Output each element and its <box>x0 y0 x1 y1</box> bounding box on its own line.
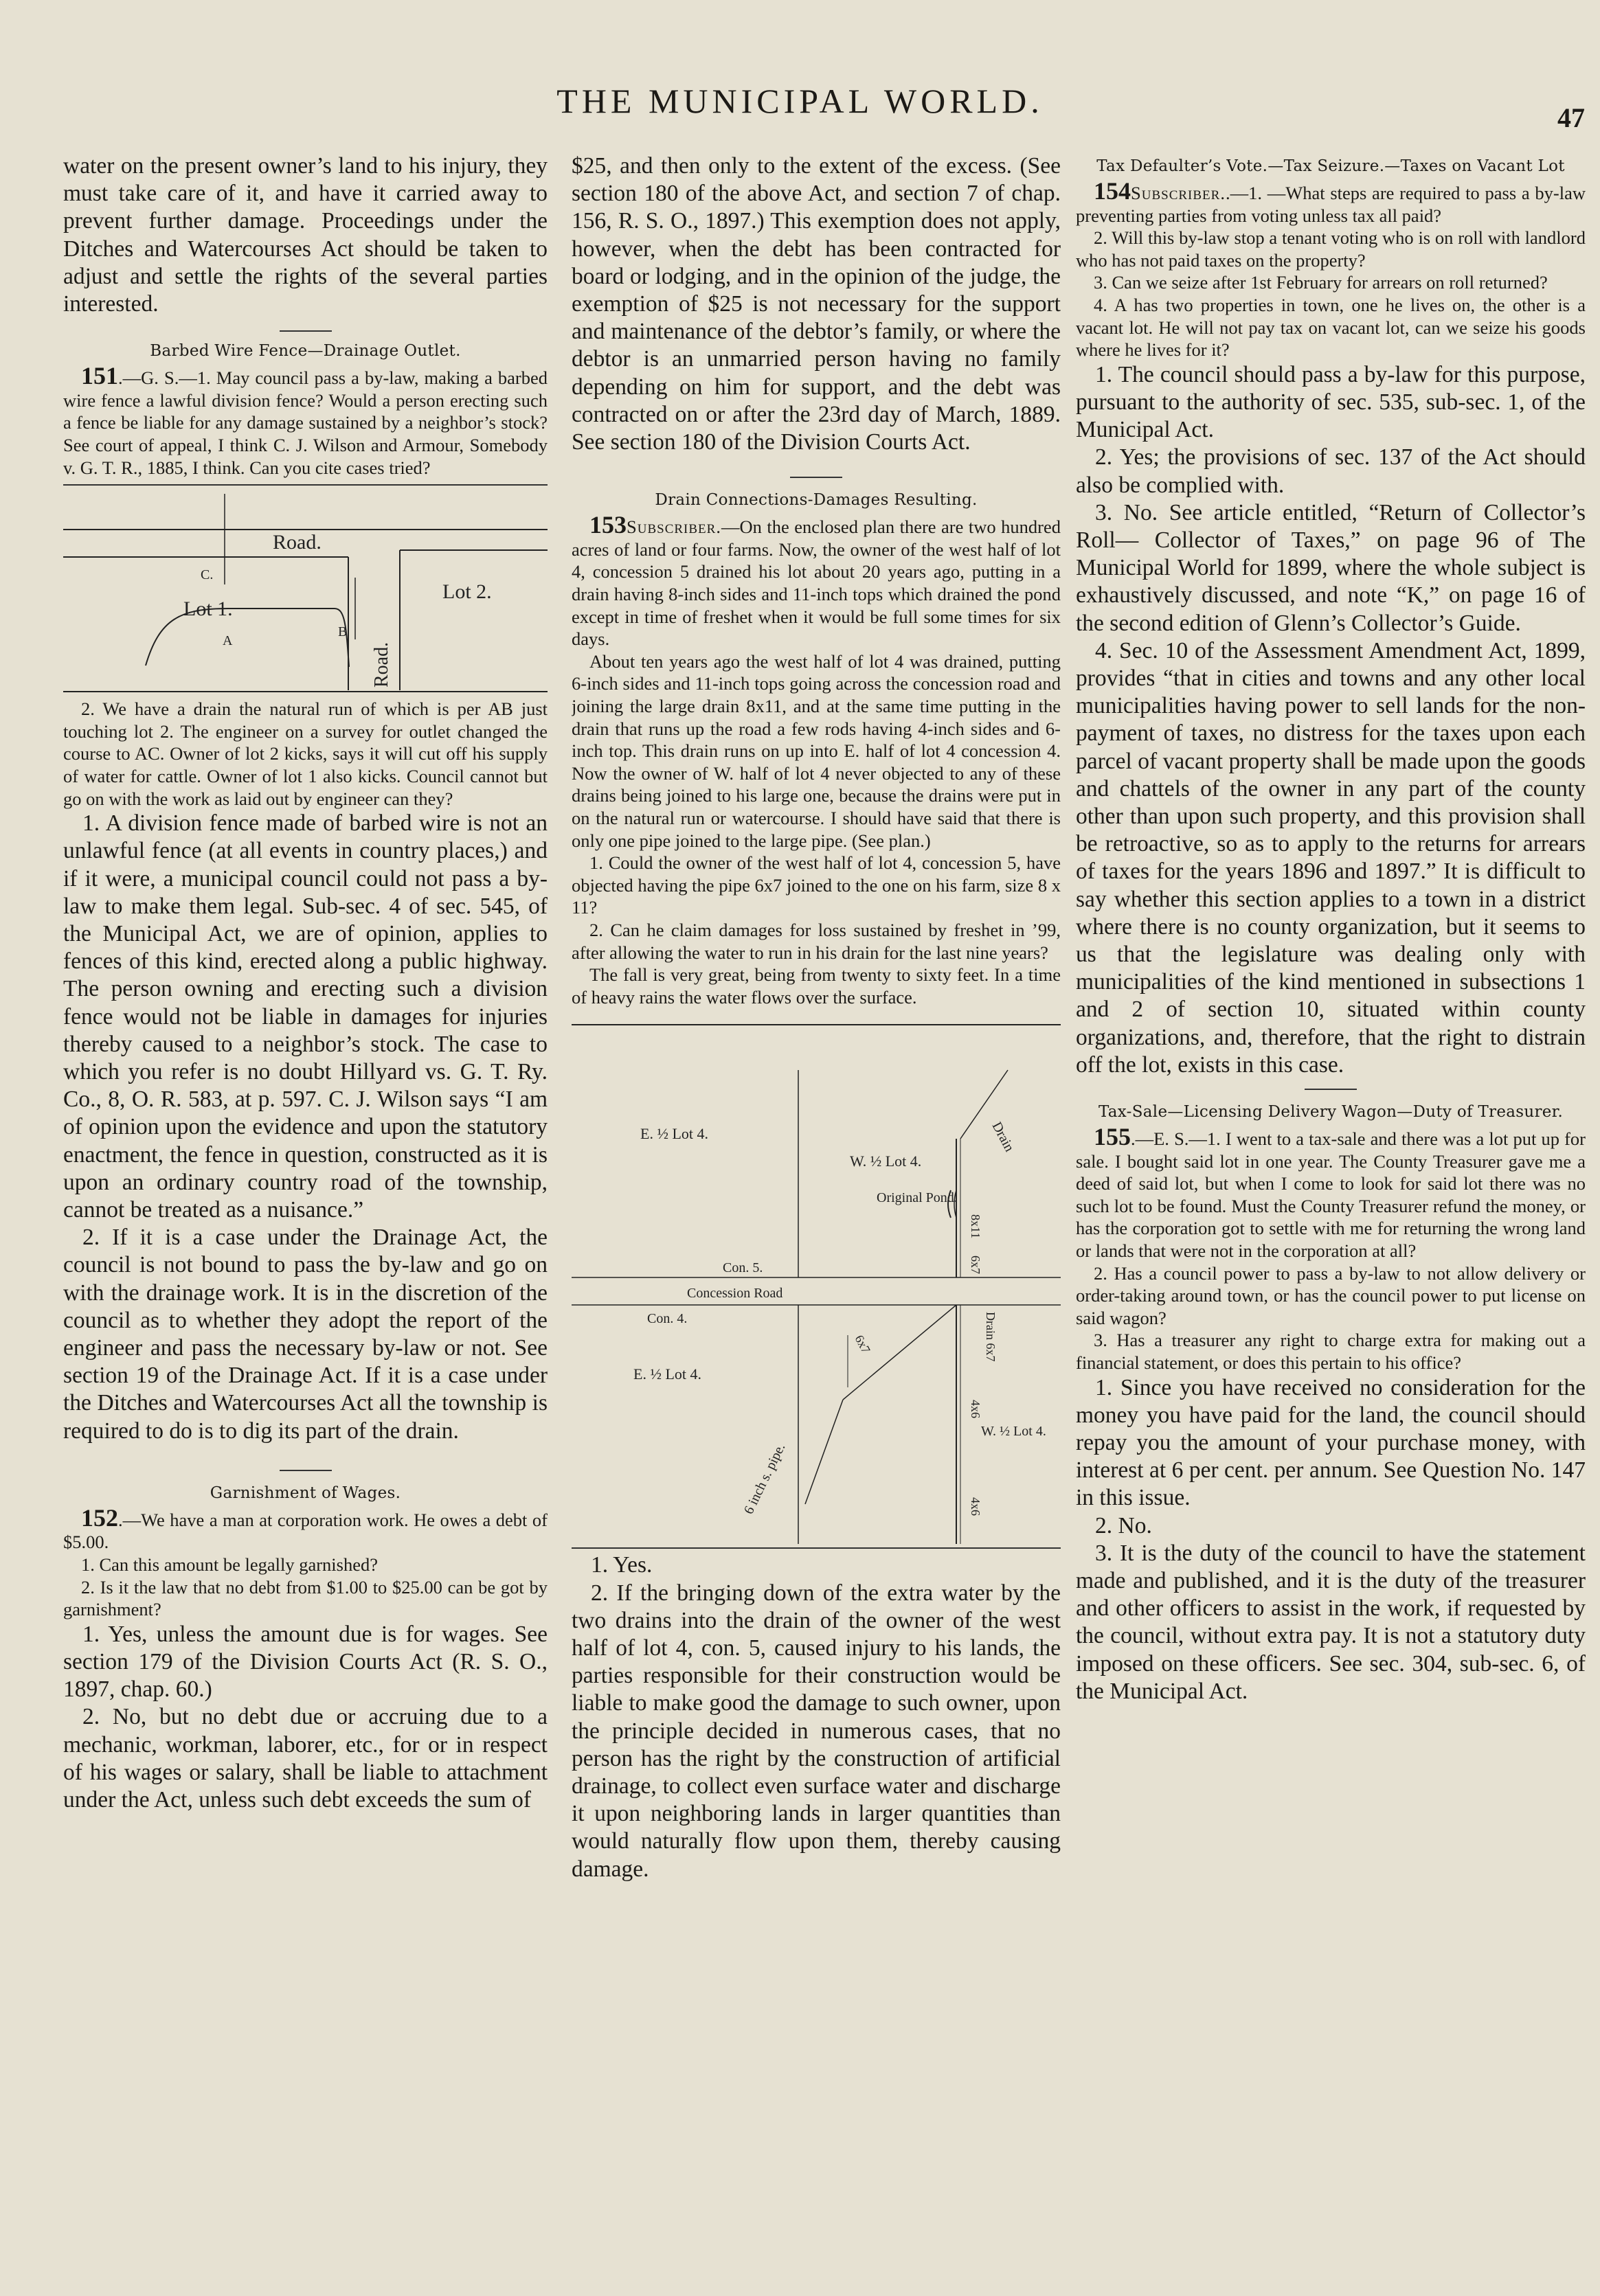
question-155-heading: Tax-Sale—Licensing Delivery Wagon—Duty of Treasurer. <box>1098 1103 1564 1122</box>
question-155-q3: 3. Has a treasurer any right to charge extra for making out a financial statement, or does this pertain to his office? <box>1076 1330 1586 1373</box>
question-number: 153 <box>589 511 627 539</box>
plan-size-6x7-b: 6x7 <box>852 1332 873 1356</box>
question-152-q2: 2. Is it the law that no debt from $1.00 to $25.00 can be got by garnishment? <box>63 1576 548 1620</box>
question-155-q1 <box>1076 1123 1586 1262</box>
question-153-q1: 1. Could the owner of the west half of lot 4, concession 5, have objected having the pipe 6x7 joined to the one on his farm, size 8 x 11? <box>572 852 1061 918</box>
question-text: .—1. —What steps are required to pass a by-law preventing parties from voting unless tax all paid? <box>1076 183 1586 226</box>
plan-w-half-lot4-top: W. ½ Lot 4. <box>850 1152 922 1170</box>
question-153-heading: Drain Connections-Damages Resulting. <box>655 491 978 510</box>
question-154-q3: 3. Can we seize after 1st February for arrears on roll returned? <box>1094 272 1548 293</box>
plan-concession-road-label: Concession Road <box>687 1286 783 1302</box>
masthead-title: THE MUNICIPAL WORLD. <box>556 82 1044 120</box>
plan-size-4x6: 4x6 <box>969 1400 982 1419</box>
column-1 <box>63 152 548 2268</box>
plan-pond-label: Original Pond. <box>877 1190 958 1206</box>
answer-153-1: 1. Yes. <box>591 1552 653 1578</box>
answer-154-4: 4. Sec. 10 of the Assessment Amendment Act, 1899, provides “that in cities and towns and any other local municipalities having power to sell lands for the non-payment of taxes, no distress for the taxes upon each parcel of vacant property shall be made upon the goods and chattels of the owner in any part of the county other than upon such property, and this provision shall be retroactive, so as to apply to the returns for arrears of taxes for the years 1896 and 1897.” It is difficult to say whether this section applies to a town in a district where there is no county organization, but it seems to us that the legislature was dealing only with municipalities of the kind mentioned in subsections 1 and 2 of section 10, situated within county organizations, and, therefore, that the right to distrain off the lot, exists in this case. <box>1076 637 1586 1078</box>
question-154-q2: 2. Will this by-law stop a tenant voting who is on roll with landlord who has not paid taxes on the property? <box>1076 227 1586 271</box>
question-154-q1 <box>1076 177 1586 227</box>
plan-drain-6x7-label: Drain 6x7 <box>984 1312 998 1362</box>
question-153-p1 <box>572 511 1061 650</box>
plan-size-8x11: 8x11 <box>969 1214 982 1239</box>
question-text: .—We have a man at corporation work. He owes a debt of $5.00. <box>63 1509 548 1553</box>
sender-name: Subscriber. <box>1131 183 1226 203</box>
answer-152-2: 2. No, but no debt due or accruing due to a mechanic, workman, laborer, etc., for or in respect of his wages or salary, shall be liable to attachment under the Act, unless such debt exceeds the sum of <box>63 1704 548 1813</box>
plan-size-6x7-a: 6x7 <box>969 1255 982 1275</box>
plan-drain-label: Drain <box>989 1119 1017 1155</box>
plan-con5-label: Con. 5. <box>723 1260 763 1276</box>
question-number: 152 <box>81 1503 118 1532</box>
figure-road-label: Road. <box>273 531 322 554</box>
figure-c-label: C. <box>201 567 214 583</box>
continued-text: $25, and then only to the extent of the excess. (See section 180 of the above Act, and section 7 of chap. 156, R. S. O., 1897.) This exemption does not apply, however, when the debt has been contracted for board or lodging, and in the opinion of the judge, the exemption of $25 is not necessary for the support and maintenance of the debtor’s family, or where the debtor is an unmarried person having no family depending on him for support, and the debt was contracted on or after the 23rd day of March, 1889. See section 180 of the Division Courts Act. <box>572 153 1061 455</box>
sender-name: Subscriber. <box>627 516 721 538</box>
answer-155-2: 2. No. <box>1095 1512 1152 1538</box>
answer-155-1: 1. Since you have received no consideration for the money you have paid for the land, the council should repay you the amount of your purchase money, with interest at 6 per cent. per annum. See Question No. 147 in this issue. <box>1076 1374 1586 1511</box>
question-154-heading: Tax Defaulter’s Vote.—Tax Seizure.—Taxes on Vacant Lot <box>1096 157 1565 175</box>
question-text: .—E. S.—1. I went to a tax-sale and there was a lot put up for sale. I bought said lot in one year. The County Treasurer gave me a deed of said lot, but when I come to look for said lot there was no such lot to be found. Must the County Treasurer refund the money, or has the corporation got to settle with me for returning the wrong land or lands that were not in the corporation at all? <box>1076 1128 1586 1261</box>
plan-pipe-label: 6 inch s. pipe. <box>741 1441 789 1517</box>
fence-drain-figure <box>63 488 548 694</box>
continued-text: water on the present owner’s land to his injury, they must take care of it, and have it carried away to prevent further damage. Proceedings under the Ditches and Watercourses Act should be taken to adjust and settle the rights of the several parties interested. <box>63 153 548 317</box>
figure-road-vertical-label: Road. <box>371 642 392 688</box>
question-152-intro <box>63 1503 548 1554</box>
plan-w-half-lot4-bottom: W. ½ Lot 4. <box>981 1424 1046 1440</box>
question-155-q2: 2. Has a council power to pass a by-law to not allow delivery or order-taking around town, or has the council power to put license on said wagon? <box>1076 1262 1586 1328</box>
question-151-heading: Barbed Wire Fence—Drainage Outlet. <box>63 330 548 361</box>
question-151-q2: 2. We have a drain the natural run of which is per AB just touching lot 2. The engineer on a survey for outlet changed the course to AC. Owner of lot 2 kicks, says it will cut off his supply of water for cattle. Owner of lot 1 also kicks. Council cannot but go on with the work as laid out by engineer can they? <box>63 698 548 809</box>
question-text: .—G. S.—1. May council pass a by-law, making a barbed wire fence a lawful division fence? Would a person erecting such a fence be liable for any damage sustained by a neighbor’s stock? See court of appeal, I think C. J. Wilson and Armour, Somebody v. G. T. R., 1885, I think. Can you cite cases tried? <box>63 367 548 478</box>
page-number: 47 <box>1557 102 1585 133</box>
plan-size-4x6-b: 4x6 <box>969 1497 982 1516</box>
drainage-plan-figure <box>572 1015 1061 1544</box>
figure-b-label: B <box>338 624 348 640</box>
plan-con4-label: Con. 4. <box>647 1311 688 1327</box>
figure-lot2-label: Lot 2. <box>442 580 492 604</box>
question-number: 154 <box>1094 177 1131 205</box>
question-number: 155 <box>1094 1123 1131 1151</box>
answer-154-1: 1. The council should pass a by-law for this purpose, pursuant to the authority of sec. 535, sub-sec. 1, of the Municipal Act. <box>1076 361 1586 443</box>
plan-e-half-lot4-top: E. ½ Lot 4. <box>640 1125 708 1143</box>
answer-154-2: 2. Yes; the provisions of sec. 137 of the Act should also be complied with. <box>1076 444 1586 498</box>
question-152-q1: 1. Can this amount be legally garnished? <box>81 1554 378 1576</box>
plan-e-half-lot4-bottom: E. ½ Lot 4. <box>633 1365 701 1383</box>
question-153-q2: 2. Can he claim damages for loss sustained by freshet in ’99, after allowing the water to run in his drain for the last nine years? <box>572 919 1061 963</box>
question-151-q1 <box>63 362 548 479</box>
figure-lot1-label: Lot 1. <box>183 598 233 621</box>
answer-151-2: 2. If it is a case under the Drainage Act, the council is not bound to pass the by-law and go on with the drainage work. It is in the discretion of the council as to whether they adopt the report of the engineer and pass the necessary by-law or not. See section 19 of the Drainage Act. If it is a case under the Ditches and Watercourses Act all the township is required to do is to dig its part of the drain. <box>63 1225 548 1444</box>
question-152-heading: Garnishment of Wages. <box>210 1484 401 1502</box>
column-3 <box>1076 152 1586 2268</box>
question-text: —On the enclosed plan there are two hundred acres of land or four farms. Now, the owner of the west half of lot 4, concession 5 drained his lot about 20 years ago, putting in a drain having 8-inch sides and 11-inch tops which drained the pond except in time of freshet when it would be full some times for six days. <box>572 516 1061 650</box>
question-153-p2: About ten years ago the west half of lot 4 was drained, putting 6-inch sides and 11-inch tops going across the concession road and joining the large drain 8x11, and at the same time putting in the drain that runs up the road a few rods having 4-inch sides and 6-inch top. This drain runs on up into E. half of lot 4 concession 4. Now the owner of W. half of lot 4 never objected to any of these drains being joined to his large one, because the drains were put in on the natural run or watercourse. I should have said that there is only one pipe joined to the large pipe. (See plan.) <box>572 650 1061 851</box>
column-2 <box>572 152 1061 2268</box>
figure-a-label: A <box>223 633 233 649</box>
answer-151-1: 1. A division fence made of barbed wire is not an unlawful fence (at all events in country places,) and if it were, a municipal council could not pass a by-law to make them legal. Sub-sec. 4 of sec. 545, of the Municipal Act, we are of opinion, applies to fences of this kind, erected along a public highway. The person owning and erecting such a division fence would not be liable in damages for injuries thereby caused to a neighbor’s stock. The case to which you refer is no doubt Hillyard vs. G. T. Ry. Co., 8, O. R. 583, at p. 597. C. J. Wilson says “I am of opinion upon the evidence and upon the statutory enactment, the fence in question, constructed as it is upon an ordinary country road of the township, cannot be treated as a nuisance.” <box>63 810 548 1223</box>
answer-152-1: 1. Yes, unless the amount due is for wages. See section 179 of the Division Courts Act (R. S. O., 1897, chap. 60.) <box>63 1621 548 1703</box>
question-number: 151 <box>81 362 118 390</box>
answer-155-3: 3. It is the duty of the council to have the statement made and published, and it is the duty of the treasurer and other officers to assist in the work, if requested by the council, without extra pay. It is not a statutory duty imposed on these officers. See sec. 304, sub-sec. 6, of the Municipal Act. <box>1076 1540 1586 1704</box>
answer-154-3: 3. No. See article entitled, “Return of Collector’s Roll— Collector of Taxes,” on page 96 of The Municipal World for 1899, where the whole subject is exhaustively discussed, and note “K,” on page 16 of the second edition of Glenn’s Collector’s Guide. <box>1076 499 1586 636</box>
question-153-p3: The fall is very great, being from twenty to sixty feet. In a time of heavy rains the water flows over the surface. <box>572 964 1061 1008</box>
question-154-q4: 4. A has two properties in town, one he lives on, the other is a vacant lot. He will not pay tax on vacant lot, can we seize his goods where he lives for it? <box>1076 294 1586 361</box>
answer-153-2: 2. If the bringing down of the extra water by the two drains into the drain of the owner of the west half of lot 4, con. 5, caused injury to his lands, the parties responsible for their construction would be liable to make good the damage to such owner, upon the principle decided in numerous cases, that no person has the right by the construction of artificial drainage, to collect even surface water and discharge it upon neighboring lands in larger quantities than would naturally flow upon them, thereby causing damage. <box>572 1580 1061 1882</box>
